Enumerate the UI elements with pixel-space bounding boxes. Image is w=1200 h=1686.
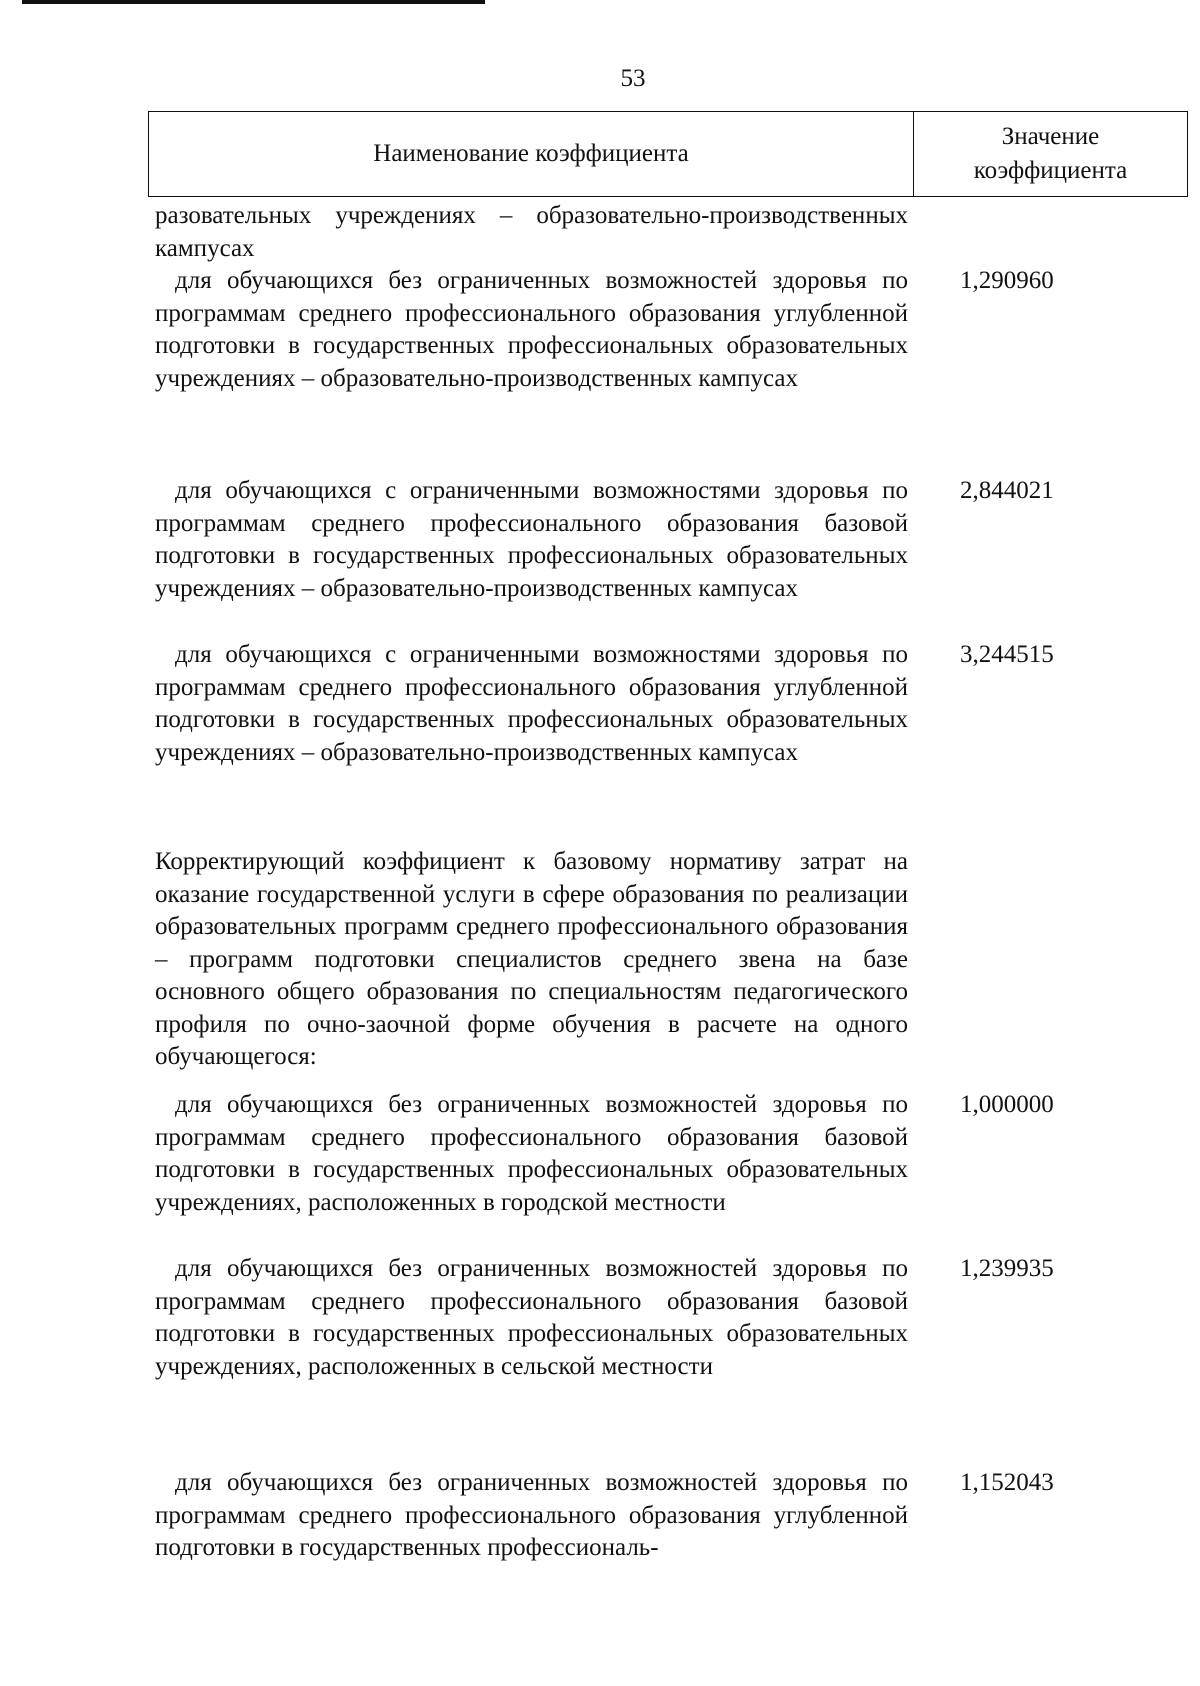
coefficient-description: для обучающихся с ограниченными возможностями здоровья по программам среднего профессионального образования углубленной подготовки в государственных профессиональных образовательных учреждениях – образовательно-производственных кампусах bbox=[155, 641, 908, 766]
coefficient-description: для обучающихся без ограниченных возможностей здоровья по программам среднего профессионального образования углубленной подготовки в государственных профессиональных образовательных учреждениях – образовательно-производственных кампусах bbox=[155, 267, 908, 392]
coefficient-description: для обучающихся с ограниченными возможностями здоровья по программам среднего профессионального образования базовой подготовки в государственных профессиональных образовательных учреждениях – образовательно-производственных кампусах bbox=[155, 477, 908, 602]
top-rule bbox=[22, 0, 485, 4]
header-value-line2: коэффициента bbox=[973, 157, 1128, 184]
coefficient-value: 1,290960 bbox=[960, 267, 1054, 294]
coefficient-value: 2,844021 bbox=[960, 477, 1054, 504]
coefficient-value: 3,244515 bbox=[960, 641, 1054, 668]
coefficient-row bbox=[155, 1467, 908, 1565]
coefficient-value: 1,000000 bbox=[960, 1091, 1054, 1118]
coefficient-description: для обучающихся без ограниченных возможностей здоровья по программам среднего профессионального образования базовой подготовки в государственных профессиональных образовательных учреждениях, расположенных в сельской местности bbox=[155, 1255, 908, 1380]
table-header bbox=[148, 111, 1188, 197]
coefficient-description: для обучающихся без ограниченных возможностей здоровья по программам среднего профессионального образования базовой подготовки в государственных профессиональных образовательных учреждениях, расположенных в городской местности bbox=[155, 1091, 908, 1216]
header-value-column bbox=[914, 112, 1187, 196]
page-number: 53 bbox=[620, 65, 646, 92]
coefficient-value: 1,152043 bbox=[960, 1469, 1054, 1496]
coefficient-row bbox=[155, 1253, 908, 1383]
coefficient-description: разовательных учреждениях – образовательно-производственных кампусах bbox=[155, 202, 908, 262]
coefficient-row bbox=[155, 265, 908, 395]
coefficient-row bbox=[155, 475, 908, 605]
coefficient-row bbox=[155, 639, 908, 769]
coefficient-description: для обучающихся без ограниченных возможностей здоровья по программам среднего профессионального образования углубленной подготовки в государственных профессиональ- bbox=[155, 1469, 908, 1561]
header-value-line1: Значение bbox=[1001, 123, 1100, 150]
coefficient-row bbox=[155, 200, 908, 265]
coefficient-section-heading bbox=[155, 846, 908, 1074]
section-heading-text: Корректирующий коэффициент к базовому нормативу затрат на оказание государственной услуги в сфере образования по реализации образовательных программ среднего профессионального образования – программ подготовки специалистов среднего звена на базе основного общего образования по специальностям педагогического профиля по очно-заочной форме обучения в расчете на одного обучающегося: bbox=[155, 848, 908, 1070]
header-name-column: Наименование коэффициента bbox=[149, 112, 914, 196]
coefficient-row bbox=[155, 1089, 908, 1219]
coefficient-value: 1,239935 bbox=[960, 1255, 1054, 1282]
